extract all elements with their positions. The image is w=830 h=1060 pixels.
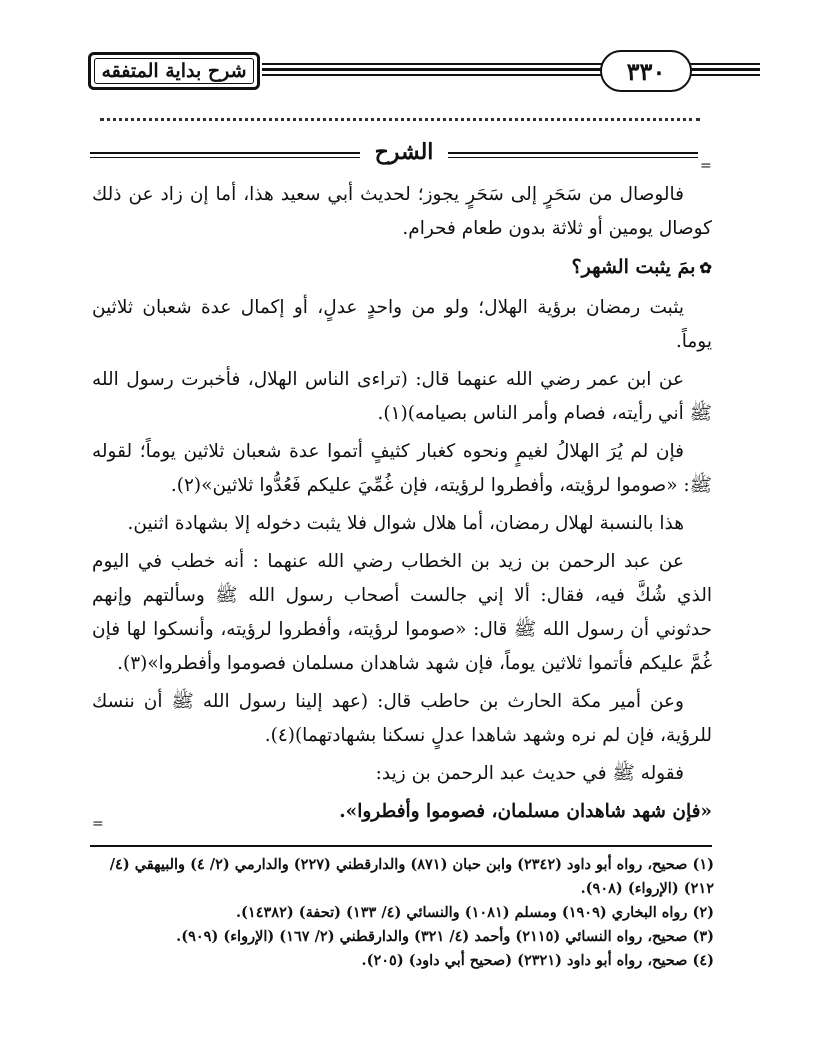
- page-number: ٣٣٠: [600, 50, 692, 92]
- subheading: ✿بمَ يثبت الشهر؟: [571, 256, 712, 278]
- header-rule-right: [690, 63, 760, 79]
- book-title-box: [88, 52, 260, 90]
- quote-line: «فإن شهد شاهدان مسلمان، فصوموا وأفطروا».: [339, 801, 712, 822]
- paragraph: فالوصال من سَحَرٍ إلى سَحَرٍ يجوز؛ لحديث أبي سعيد هذا، أما إن زاد عن ذلك كوصال يومين أو ثلاثة بدون طعام فحرام.: [92, 184, 712, 239]
- footnote: (٣) صحيح، رواه النسائي (٢١١٥) وأحمد (٤/ ٣٢١) والدارقطني (٢/ ١٦٧) (الإرواء) (٩٠٩).: [176, 928, 714, 945]
- paragraph: فقوله ﷺ في حديث عبد الرحمن بن زيد:: [375, 763, 684, 784]
- paragraph: يثبت رمضان برؤية الهلال؛ ولو من واحدٍ عدلٍ، أو إكمال عدة شعبان ثلاثين يوماً.: [92, 297, 712, 352]
- footnote: (١) صحيح، رواه أبو داود (٢٣٤٢) وابن حبان (٨٧١) والدارقطني (٢٢٧) والدارمي (٢/ ٤) والبيهقي (٤/ ٢١٢) (الإرواء) (٩٠٨).: [109, 856, 714, 897]
- section-rule-left: [90, 152, 360, 161]
- margin-mark: =: [92, 816, 104, 832]
- book-title: شرح بداية المتفقه: [94, 58, 254, 84]
- paragraph: هذا بالنسبة لهلال رمضان، أما هلال شوال فلا يثبت دخوله إلا بشهادة اثنين.: [127, 513, 684, 534]
- section-rule-right: [448, 152, 698, 161]
- paragraph: وعن أمير مكة الحارث بن حاطب قال: (عهد إلينا رسول الله ﷺ أن ننسك للرؤية، فإن لم نره وشهد شاهدا عدلٍ نسكنا بشهادتهما)(٤).: [92, 691, 712, 746]
- main-text: [92, 178, 712, 833]
- header-rule: [262, 63, 602, 79]
- footnote: (٢) رواه البخاري (١٩٠٩) ومسلم (١٠٨١) والنسائي (٤/ ١٣٣) (تحفة) (١٤٣٨٢).: [236, 904, 714, 921]
- section-title: الشرح: [374, 139, 434, 165]
- paragraph: فإن لم يُرَ الهلالُ لغيمٍ ونحوه كغبار كثيفٍ أتموا عدة شعبان ثلاثين يوماً؛ لقوله ﷺ: «صوموا لرؤيته، وأفطروا لرؤيته، فإن غُمِّيَ عليكم فَعُدُّوا ثلاثين»(٢).: [92, 441, 712, 496]
- dotted-divider: [100, 118, 700, 121]
- paragraph: عن ابن عمر رضي الله عنهما قال: (تراءى الناس الهلال، فأخبرت رسول الله ﷺ أني رأيته، فصام وأمر الناس بصيامه)(١).: [92, 369, 712, 424]
- footnotes: [92, 853, 714, 973]
- footnote-rule: [90, 845, 712, 847]
- paragraph: عن عبد الرحمن بن زيد بن الخطاب رضي الله عنهما : أنه خطب في اليوم الذي شُكَّ فيه، فقال: ألا إني جالست أصحاب رسول الله ﷺ وسألتهم وإنهم حدثوني أن رسول الله ﷺ قال: «صوموا لرؤيته، وأفطروا لرؤيته، وأنسكوا لها فإن غُمَّ عليكم فأتموا ثلاثين يوماً، فإن شهد شاهدان مسلمان فصوموا وأفطروا»(٣).: [92, 551, 712, 674]
- margin-mark: =: [700, 158, 712, 174]
- footnote: (٤) صحيح، رواه أبو داود (٢٣٢١) (صحيح أبي داود) (٢٠٥).: [361, 952, 714, 969]
- flower-icon: ✿: [699, 259, 712, 277]
